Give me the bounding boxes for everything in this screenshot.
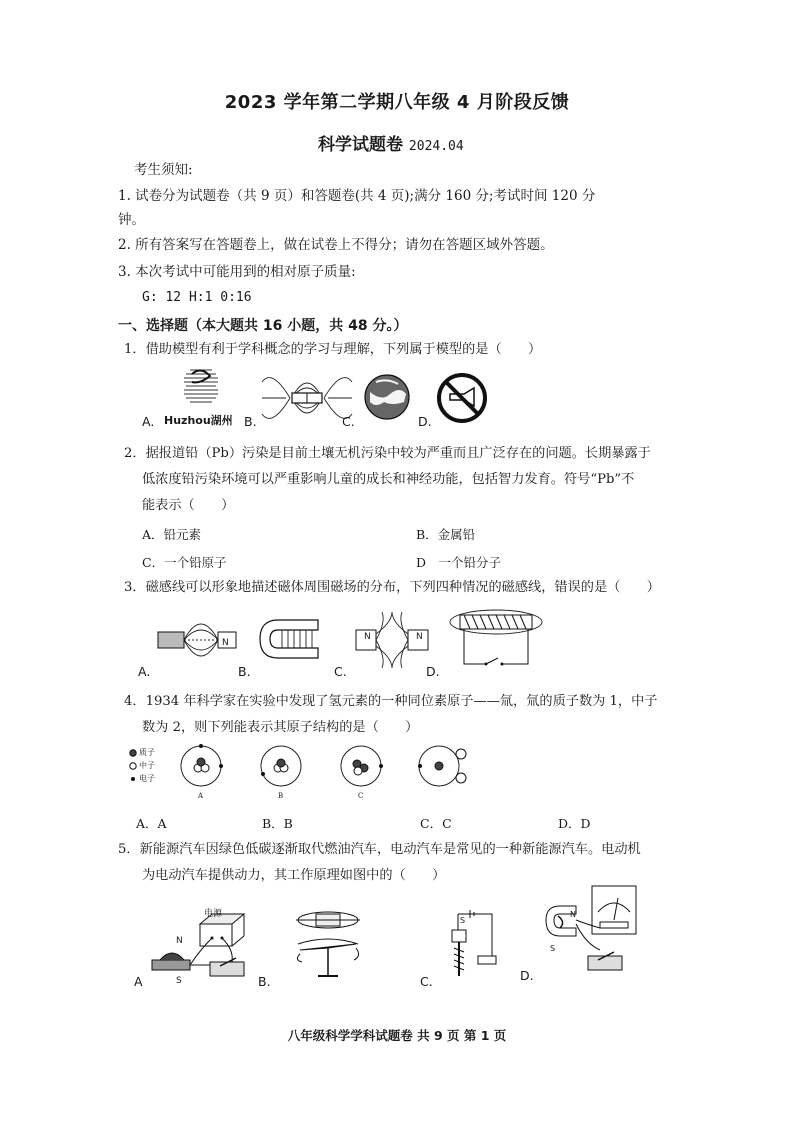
q2-option-b: B．金属铅 xyxy=(416,527,476,542)
legend-proton: 质子 xyxy=(139,748,155,757)
page-footer: 八年级科学学科试题卷 共 9 页 第 1 页 xyxy=(287,1028,507,1043)
q3-figure-d-solenoid xyxy=(446,604,546,674)
q1-stem: 1．借助模型有利于学科概念的学习与理解，下列属于模型的是（ ） xyxy=(124,342,542,357)
notice-item-1-cont: 钟。 xyxy=(118,212,145,228)
q1-figure-c-globe xyxy=(362,372,412,422)
subtitle-text: 科学试题卷 xyxy=(318,135,403,155)
q5-figure-a-motor-setup xyxy=(150,910,250,988)
q4-fig-label-a: A xyxy=(198,792,204,800)
q1-option-a-label: A. xyxy=(142,414,155,429)
q4-fig-label-c: C xyxy=(358,792,364,800)
q3-stem: 3．磁感线可以形象地描述磁体周围磁场的分布，下列四种情况的磁感线，错误的是（ ） xyxy=(124,580,660,595)
q1-option-a-caption: Huzhou湖州 xyxy=(164,414,233,427)
page-subtitle xyxy=(318,130,464,155)
q3-option-c-label: C. xyxy=(334,664,347,679)
section-heading: 一、选择题（本大题共 16 小题，共 48 分。） xyxy=(118,318,408,334)
q5-a-n-label: N xyxy=(176,936,183,946)
q5-figure-d-generator xyxy=(540,884,640,988)
q2-line-2: 低浓度铅污染环境可以严重影响儿童的成长和神经功能，包括智力发育。符号“Pb”不 xyxy=(142,472,635,487)
q3-c-n-left: N xyxy=(364,632,371,642)
q1-figure-b-bar-magnet xyxy=(262,368,352,428)
notice-item-3: 3. 本次考试中可能用到的相对原子质量: xyxy=(118,264,356,280)
atomic-masses: G: 12 H:1 0:16 xyxy=(142,290,252,305)
q4-atom-b xyxy=(256,744,306,790)
q3-figure-a xyxy=(156,610,242,666)
exam-date: 2024.04 xyxy=(408,139,464,154)
q5-figure-b-oersted xyxy=(288,904,368,984)
q2-line-1: 2．据报道铅（Pb）污染是目前土壤无机污染中较为严重而且广泛存在的问题。长期暴露于 xyxy=(124,446,651,461)
q4-option-c: C．C xyxy=(420,816,452,831)
notice-heading: 考生须知: xyxy=(134,162,193,178)
q4-legend-symbols xyxy=(128,748,138,788)
q5-line-1: 5．新能源汽车因绿色低碳逐渐取代燃油汽车，电动汽车是常见的一种新能源汽车。电动机 xyxy=(118,842,641,857)
legend-electron: 电子 xyxy=(139,774,155,783)
q5-figure-c-electromagnet xyxy=(448,906,508,980)
q5-line-2: 为电动汽车提供动力，其工作原理如图中的（ ） xyxy=(142,868,446,883)
q2-line-3: 能表示（ ） xyxy=(142,498,235,513)
legend-neutron: 中子 xyxy=(139,761,155,770)
q5-a-s-label: S xyxy=(176,976,182,986)
q4-atom-c xyxy=(336,744,386,790)
q5-d-n-label: N xyxy=(570,910,576,919)
notice-item-2: 2. 所有答案写在答题卷上，做在试卷上不得分；请勿在答题区域外答题。 xyxy=(118,237,554,253)
q4-legend xyxy=(139,746,155,785)
q5-option-d-label: D. xyxy=(520,968,534,983)
q3-option-d-label: D. xyxy=(426,664,440,679)
q4-fig-label-b: B xyxy=(278,792,284,800)
q4-option-b: B．B xyxy=(262,816,293,831)
q5-d-s-label: S xyxy=(550,944,556,953)
q2-option-d: D 一个铅分子 xyxy=(416,555,502,570)
q4-option-a: A．A xyxy=(136,816,167,831)
notice-item-1: 1. 试卷分为试题卷（共 9 页）和答题卷(共 4 页);满分 160 分;考试时间 120 分 xyxy=(118,188,596,204)
q3-c-n-right: N xyxy=(416,632,423,642)
q3-option-b-label: B. xyxy=(238,664,251,679)
q5-option-c-label: C. xyxy=(420,974,433,989)
q1-option-d-label: D. xyxy=(418,414,432,429)
q1-option-c-label: C. xyxy=(342,414,355,429)
q1-option-b-label: B. xyxy=(244,414,257,429)
q3-a-n-label: N xyxy=(222,638,229,648)
q3-option-a-label: A. xyxy=(138,664,151,679)
q5-c-s-label: S xyxy=(460,916,466,925)
q5-option-b-label: B. xyxy=(258,974,271,989)
page-title: 2023 学年第二学期八年级 4 月阶段反馈 xyxy=(224,92,570,113)
q4-atom-a xyxy=(176,744,226,790)
q4-atom-d xyxy=(414,744,470,790)
q4-option-d: D．D xyxy=(558,816,591,831)
q1-figure-d-no-horn-sign xyxy=(436,372,488,424)
q5-power-label: 电源 xyxy=(204,909,223,919)
q2-option-c: C．一个铅原子 xyxy=(142,555,227,570)
q4-line-2: 数为 2，则下列能表示其原子结构的是（ ） xyxy=(142,720,419,735)
q4-line-1: 4．1934 年科学家在实验中发现了氢元素的一种同位素原子——氚，氚的质子数为 1，中子 xyxy=(124,694,658,709)
q3-figure-b-horseshoe xyxy=(256,614,324,664)
q2-option-a: A．铅元素 xyxy=(142,527,202,542)
q5-option-a-label: A xyxy=(134,974,143,989)
